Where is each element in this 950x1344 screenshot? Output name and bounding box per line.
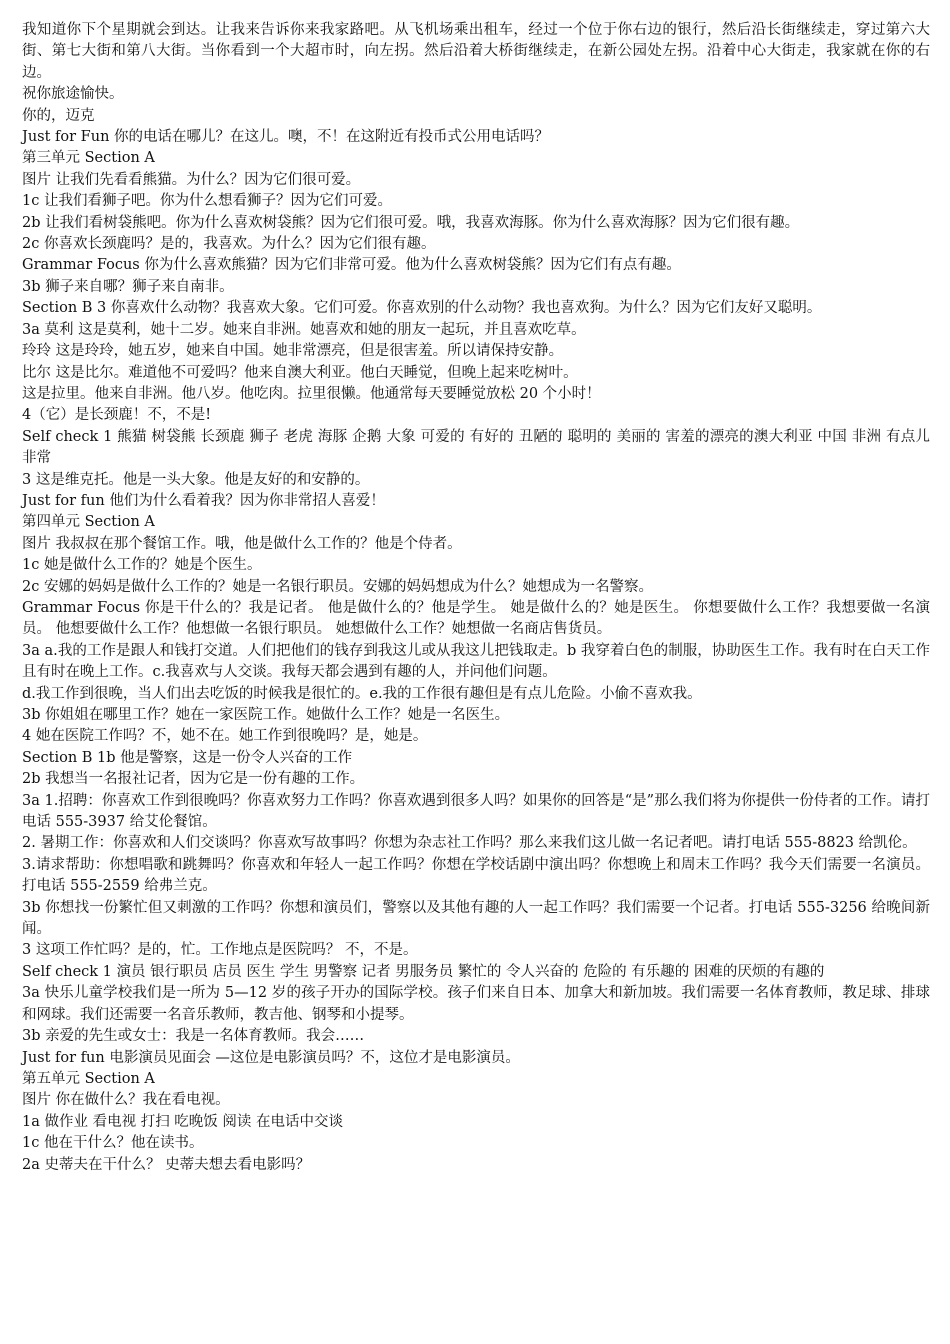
- text-line: 图片 你在做什么？我在看电视。: [22, 1092, 230, 1109]
- text-line: 4（它）是长颈鹿！不，不是!: [22, 407, 212, 424]
- text-line: d.我工作到很晚，当人们出去吃饭的时候我是很忙的。e.我的工作很有趣但是有点儿危险。小偷不喜欢我。: [22, 685, 702, 702]
- text-line: 这是拉里。他来自非洲。他八岁。他吃肉。拉里很懒。他通常每天要睡觉放松 20 个小时！: [22, 385, 601, 402]
- text-line: Just for Fun 你的电话在哪儿？在这儿。噢，不！在这附近有投币式公用电话吗？: [22, 129, 550, 146]
- text-line: 2b 让我们看树袋熊吧。你为什么喜欢树袋熊？因为它们很可爱。哦，我喜欢海豚。你为什么喜欢海豚？因为它们很有趣。: [22, 214, 800, 231]
- text-line: Section B 1b 他是警察，这是一份令人兴奋的工作: [22, 749, 353, 766]
- text-line: 3.请求帮助：你想唱歌和跳舞吗？你喜欢和年轻人一起工作吗？你想在学校话剧中演出吗？你想晚上和周末工作吗？我今天们需要一名演员。打电话 555-2559 给弗兰克。: [22, 856, 930, 895]
- text-line: 2b 我想当一名报社记者，因为它是一份有趣的工作。: [22, 771, 365, 788]
- text-line: 祝你旅途愉快。: [22, 86, 124, 103]
- text-line: 4 她在医院工作吗？不，她不在。她工作到很晚吗？是，她是。: [22, 728, 428, 745]
- unit-heading: 第四单元 Section A: [22, 514, 155, 531]
- text-line: 2c 你喜欢长颈鹿吗？是的，我喜欢。为什么？因为它们很有趣。: [22, 236, 436, 253]
- text-line: 3b 狮子来自哪？狮子来自南非。: [22, 278, 234, 295]
- document-page: [22, 20, 930, 1176]
- text-line: 3b 你姐姐在哪里工作？她在一家医院工作。她做什么工作？她是一名医生。: [22, 707, 510, 723]
- text-line: 3a 快乐儿童学校我们是一所为 5—12 岁的孩子开办的国际学校。孩子们来自日本、加拿大和新加坡。我们需要一名体育教师，教足球、排球和网球。我们还需要一名音乐教师，教吉他、钢琴和小提琴。: [22, 985, 930, 1023]
- text-line: Self check 1 熊猫 树袋熊 长颈鹿 狮子 老虎 海豚 企鹅 大象 可爱的 有好的 丑陋的 聪明的 美丽的 害羞的漂亮的澳大利亚 中国 非洲 有点儿 非常: [22, 428, 930, 467]
- text-line: 3 这项工作忙吗？是的，忙。工作地点是医院吗？ 不，不是。: [22, 942, 418, 959]
- unit-heading: 第五单元 Section A: [22, 1070, 155, 1087]
- text-line: 1a 做作业 看电视 打扫 吃晚饭 阅读 在电话中交谈: [22, 1113, 344, 1130]
- text-line: 比尔 这是比尔。难道他不可爱吗？他来自澳大利亚。他白天睡觉，但晚上起来吃树叶。: [22, 364, 578, 381]
- text-line: Just for fun 电影演员见面会 —这位是电影演员吗？不，这位才是电影演员。: [22, 1049, 520, 1066]
- text-line: 我知道你下个星期就会到达。让我来告诉你来我家路吧。从飞机场乘出租车，经过一个位于你右边的银行，然后沿长街继续走，穿过第六大街、第七大街和第八大街。当你看到一个大超市时，向左拐。然后沿着大桥街继续走，在新公园处左拐。沿着中心大街走，我家就在你的右边。: [22, 22, 930, 81]
- text-line: 3a 莫利 这是莫利，她十二岁。她来自非洲。她喜欢和她的朋友一起玩，并且喜欢吃草。: [22, 321, 586, 338]
- text-line: 图片 我叔叔在那个餐馆工作。哦，他是做什么工作的？他是个侍者。: [22, 535, 462, 552]
- text-line: 3b 亲爱的先生或女士：我是一名体育教师。我会……: [22, 1028, 365, 1045]
- text-line: 3a a.我的工作是跟人和钱打交道。人们把他们的钱存到我这儿或从我这儿把钱取走。b 我穿着白色的制服，协助医生工作。我有时在白天工作且有时在晚上工作。c.我喜欢与人交谈。我每天都会遇到有趣的人，并问他们问题。: [22, 642, 930, 681]
- unit-heading: 第三单元 Section A: [22, 150, 155, 167]
- text-line: 2c 安娜的妈妈是做什么工作的？她是一名银行职员。安娜的妈妈想成为什么？她想成为一名警察。: [22, 578, 653, 595]
- text-line: 2. 暑期工作：你喜欢和人们交谈吗？你喜欢写故事吗？你想为杂志社工作吗？那么来我们这儿做一名记者吧。请打电话 555-8823 给凯伦。: [22, 835, 917, 852]
- text-line: 3 这是维克托。他是一头大象。他是友好的和安静的。: [22, 471, 370, 488]
- text-line: 1c 他在干什么？他在读书。: [22, 1135, 204, 1152]
- text-line: Grammar Focus 你是干什么的？我是记者。 他是做什么的？他是学生。 她是做什么的？她是医生。 你想要做什么工作？我想要做一名演员。 他想要做什么工作？他想做一名银行职员。 她想做什么工作？她想做一名商店售货员。: [22, 599, 930, 638]
- text-line: 1c 她是做什么工作的？她是个医生。: [22, 557, 262, 574]
- text-line: Just for fun 他们为什么看着我？因为你非常招人喜爱！: [22, 492, 385, 509]
- text-line: 图片 让我们先看看熊猫。为什么？因为它们很可爱。: [22, 171, 361, 188]
- text-line: 你的，迈克: [22, 107, 95, 124]
- text-line: Grammar Focus 你为什么喜欢熊猫？因为它们非常可爱。他为什么喜欢树袋熊？因为它们有点有趣。: [22, 257, 681, 274]
- text-line: 3a 1.招聘：你喜欢工作到很晚吗？你喜欢努力工作吗？你喜欢遇到很多人吗？如果你的回答是“是”那么我们将为你提供一份侍者的工作。请打电话 555-3937 给艾伦餐馆。: [22, 792, 930, 831]
- text-line: 1c 让我们看狮子吧。你为什么想看狮子？因为它们可爱。: [22, 193, 392, 210]
- text-line: 2a 史蒂夫在干什么？ 史蒂夫想去看电影吗？: [22, 1156, 311, 1173]
- text-line: 3b 你想找一份繁忙但又刺激的工作吗？你想和演员们，警察以及其他有趣的人一起工作吗？我们需要一个记者。打电话 555-3256 给晚间新闻。: [22, 899, 930, 938]
- text-line: Section B 3 你喜欢什么动物？我喜欢大象。它们可爱。你喜欢别的什么动物？我也喜欢狗。为什么？因为它们友好又聪明。: [22, 300, 822, 317]
- text-line: 玲玲 这是玲玲，她五岁，她来自中国。她非常漂亮，但是很害羞。所以请保持安静。: [22, 343, 564, 360]
- text-line: Self check 1 演员 银行职员 店员 医生 学生 男警察 记者 男服务员 繁忙的 令人兴奋的 危险的 有乐趣的 困难的厌烦的有趣的: [22, 963, 825, 980]
